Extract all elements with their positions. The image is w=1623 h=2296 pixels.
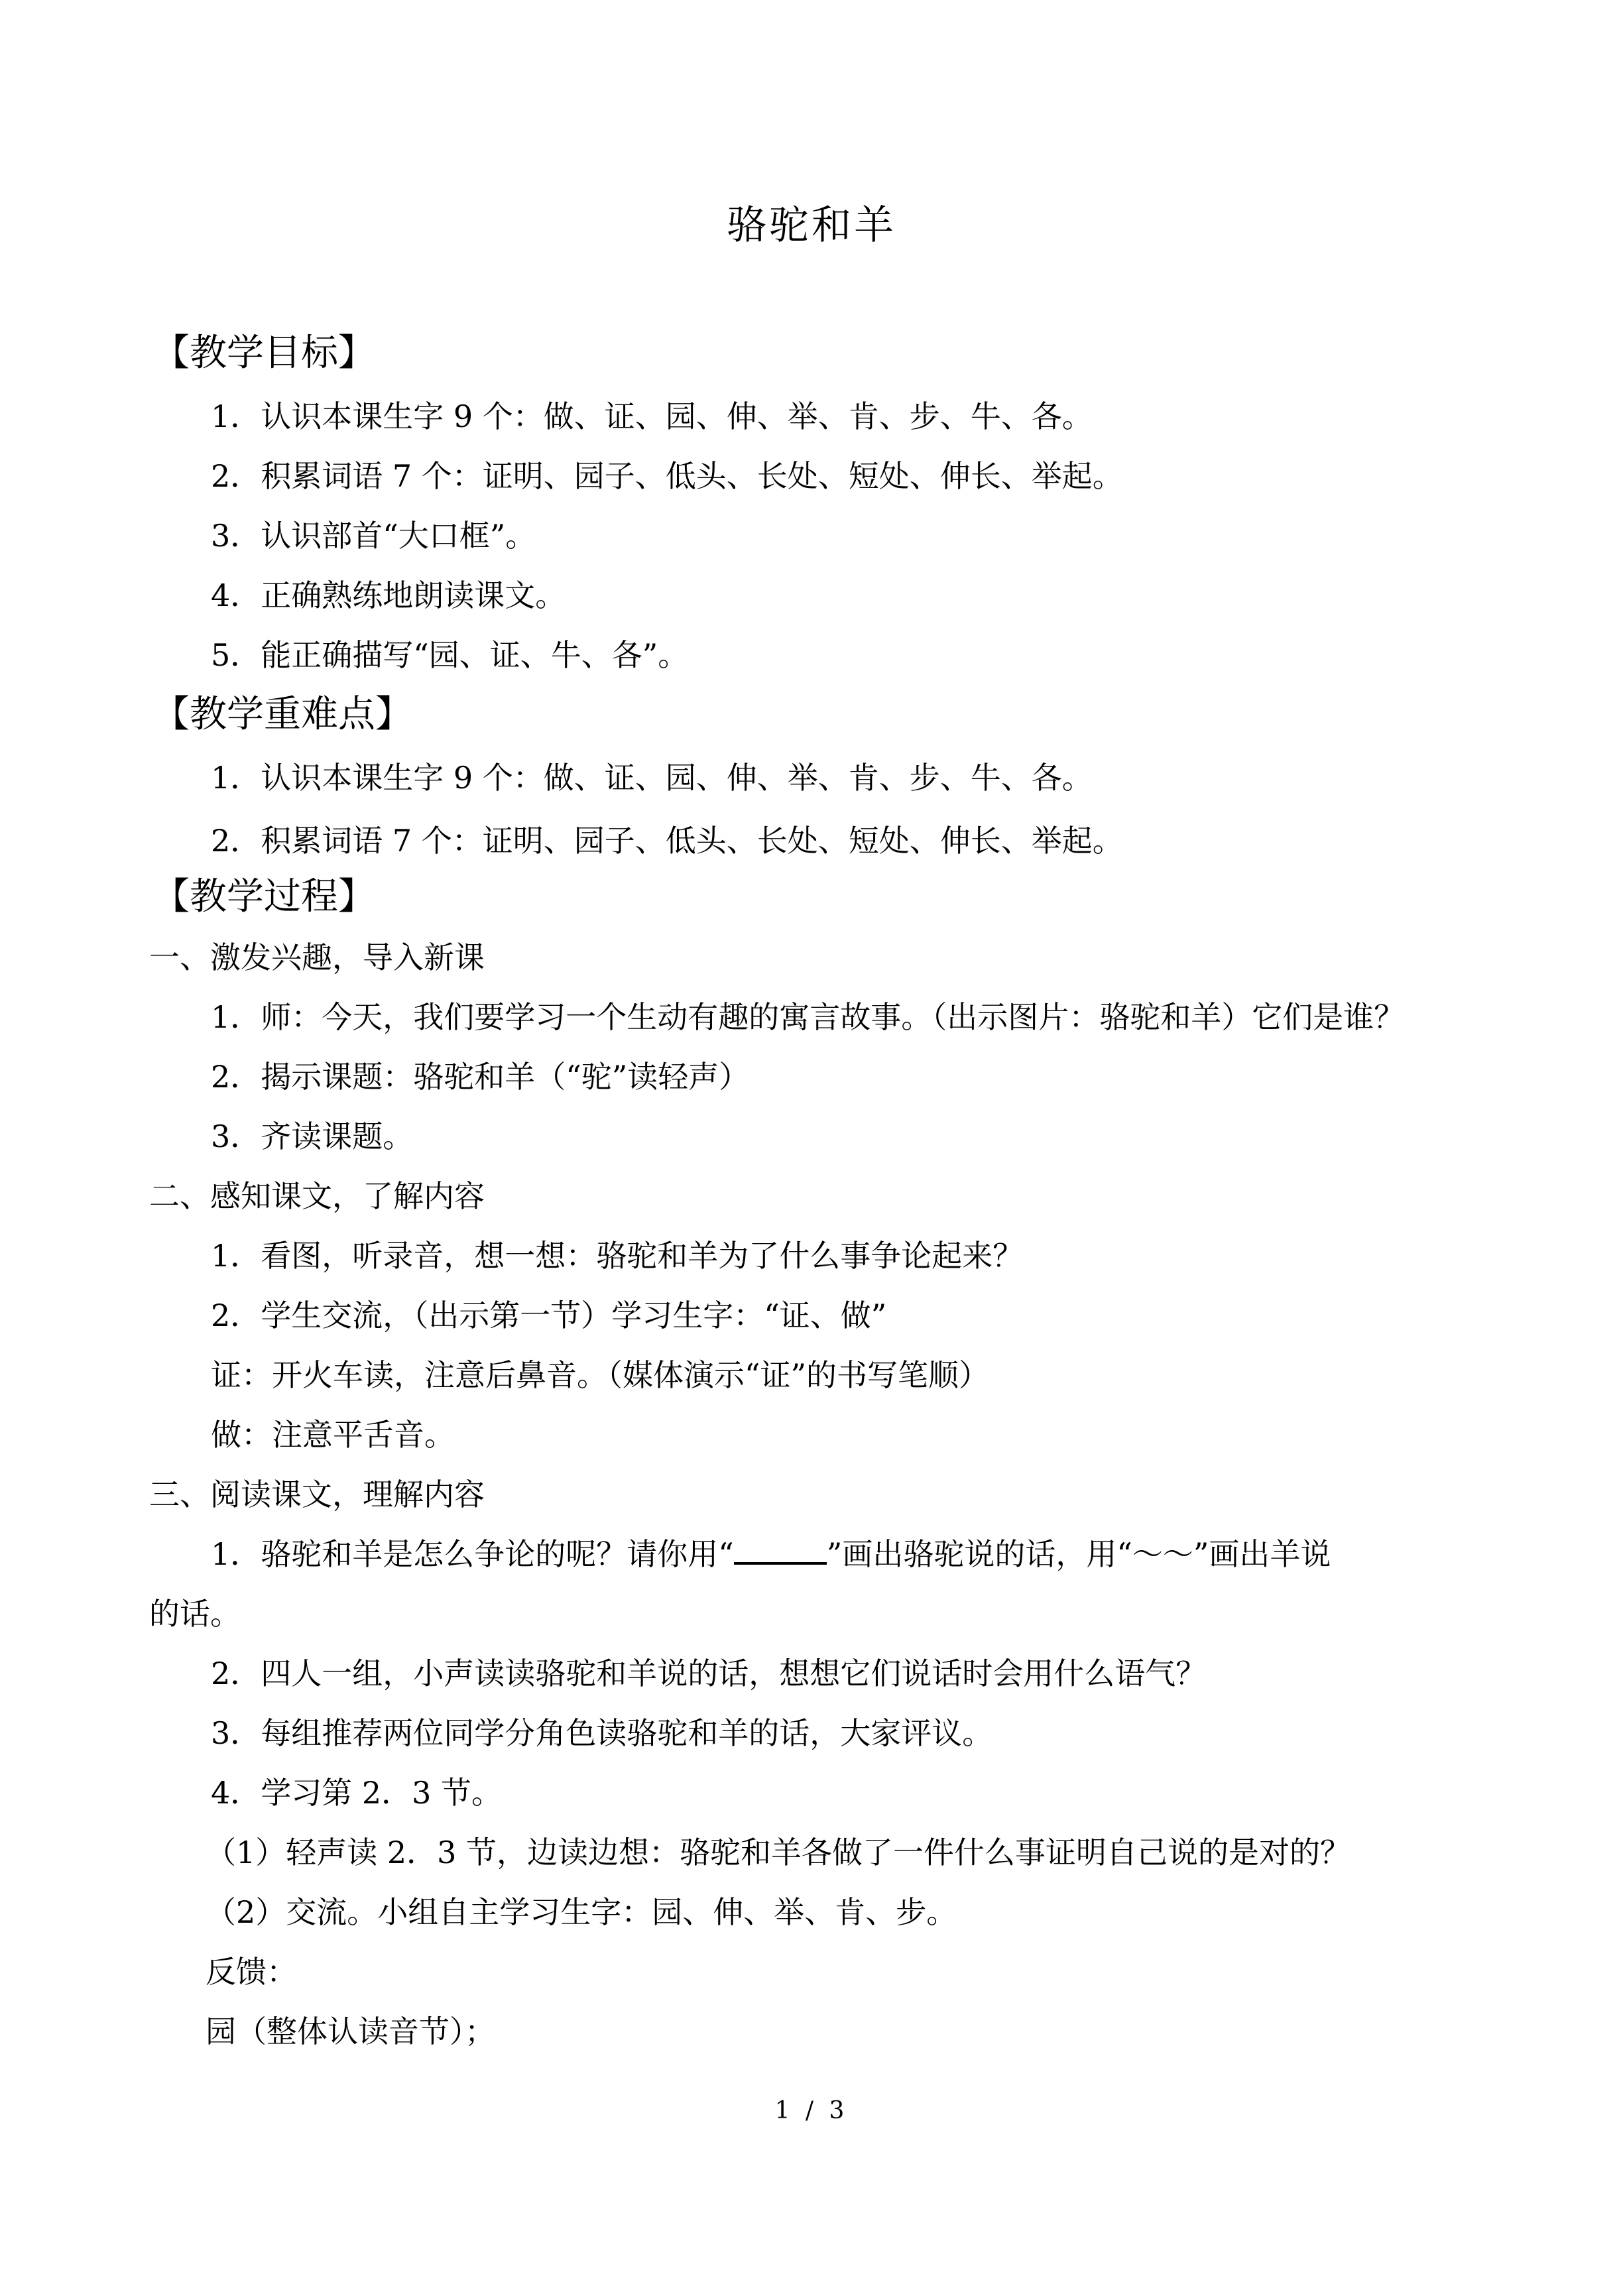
- part2-item: 做：注意平舌音。: [211, 1417, 455, 1453]
- part3-item-1-text-b: ”画出骆驼说的话，用“～～”画出羊说: [826, 1536, 1331, 1572]
- page-number: 1 / 3: [774, 2097, 849, 2124]
- part3-sub-item: （2）交流。小组自主学习生字：园、伸、举、肯、步。: [206, 1894, 957, 1930]
- part3-heading: 三、阅读课文，理解内容: [149, 1477, 485, 1512]
- part1-item: 2．揭示课题：骆驼和羊（“驼”读轻声）: [211, 1059, 750, 1095]
- part1-heading: 一、激发兴趣，导入新课: [149, 939, 485, 975]
- feedback-item: 园（整体认读音节）；: [206, 2014, 495, 2049]
- key-point-item: 1．认识本课生字 9 个：做、证、园、伸、举、肯、步、牛、各。: [211, 760, 1093, 796]
- part3-item: 4．学习第 2．3 节。: [211, 1775, 503, 1811]
- part3-item: 3．每组推荐两位同学分角色读骆驼和羊的话，大家评议。: [211, 1715, 993, 1751]
- goal-item: 1．认识本课生字 9 个：做、证、园、伸、举、肯、步、牛、各。: [211, 398, 1093, 434]
- goal-item: 3．认识部首“大口框”。: [211, 518, 536, 554]
- part1-item: 3．齐读课题。: [211, 1118, 414, 1154]
- part2-item: 证：开火车读，注意后鼻音。（媒体演示“证”的书写笔顺）: [211, 1357, 990, 1393]
- section-heading-goals: 【教学目标】: [152, 332, 375, 375]
- document-title: 骆驼和羊: [727, 202, 896, 249]
- part3-item-1: [211, 1533, 1331, 1575]
- part3-item: 2．四人一组，小声读读骆驼和羊说的话，想想它们说话时会用什么语气？: [211, 1656, 1207, 1691]
- goal-item: 4．正确熟练地朗读课文。: [211, 577, 566, 613]
- part2-item: 1．看图，听录音，想一想：骆驼和羊为了什么事争论起来？: [211, 1238, 1024, 1274]
- part3-sub-item: （1）轻声读 2．3 节，边读边想：骆驼和羊各做了一件什么事证明自己说的是对的？: [206, 1835, 1351, 1870]
- feedback-label: 反馈：: [206, 1954, 297, 1990]
- part1-item: 1．师：今天，我们要学习一个生动有趣的寓言故事。（出示图片：骆驼和羊）它们是谁？: [211, 999, 1405, 1035]
- underline-mark: [734, 1533, 827, 1565]
- part3-item-1-text-a: 1．骆驼和羊是怎么争论的呢？请你用“: [211, 1536, 734, 1572]
- section-heading-process: 【教学过程】: [152, 875, 375, 918]
- key-point-item: 2．积累词语 7 个：证明、园子、低头、长处、短处、伸长、举起。: [211, 823, 1123, 859]
- goal-item: 2．积累词语 7 个：证明、园子、低头、长处、短处、伸长、举起。: [211, 458, 1123, 494]
- part3-item-1-continued: 的话。: [149, 1596, 241, 1632]
- part2-item: 2．学生交流，（出示第一节）学习生字：“证、做”: [211, 1298, 887, 1333]
- part2-heading: 二、感知课文，了解内容: [149, 1178, 485, 1214]
- section-heading-key-points: 【教学重难点】: [152, 693, 412, 736]
- goal-item: 5．能正确描写“园、证、牛、各”。: [211, 637, 689, 673]
